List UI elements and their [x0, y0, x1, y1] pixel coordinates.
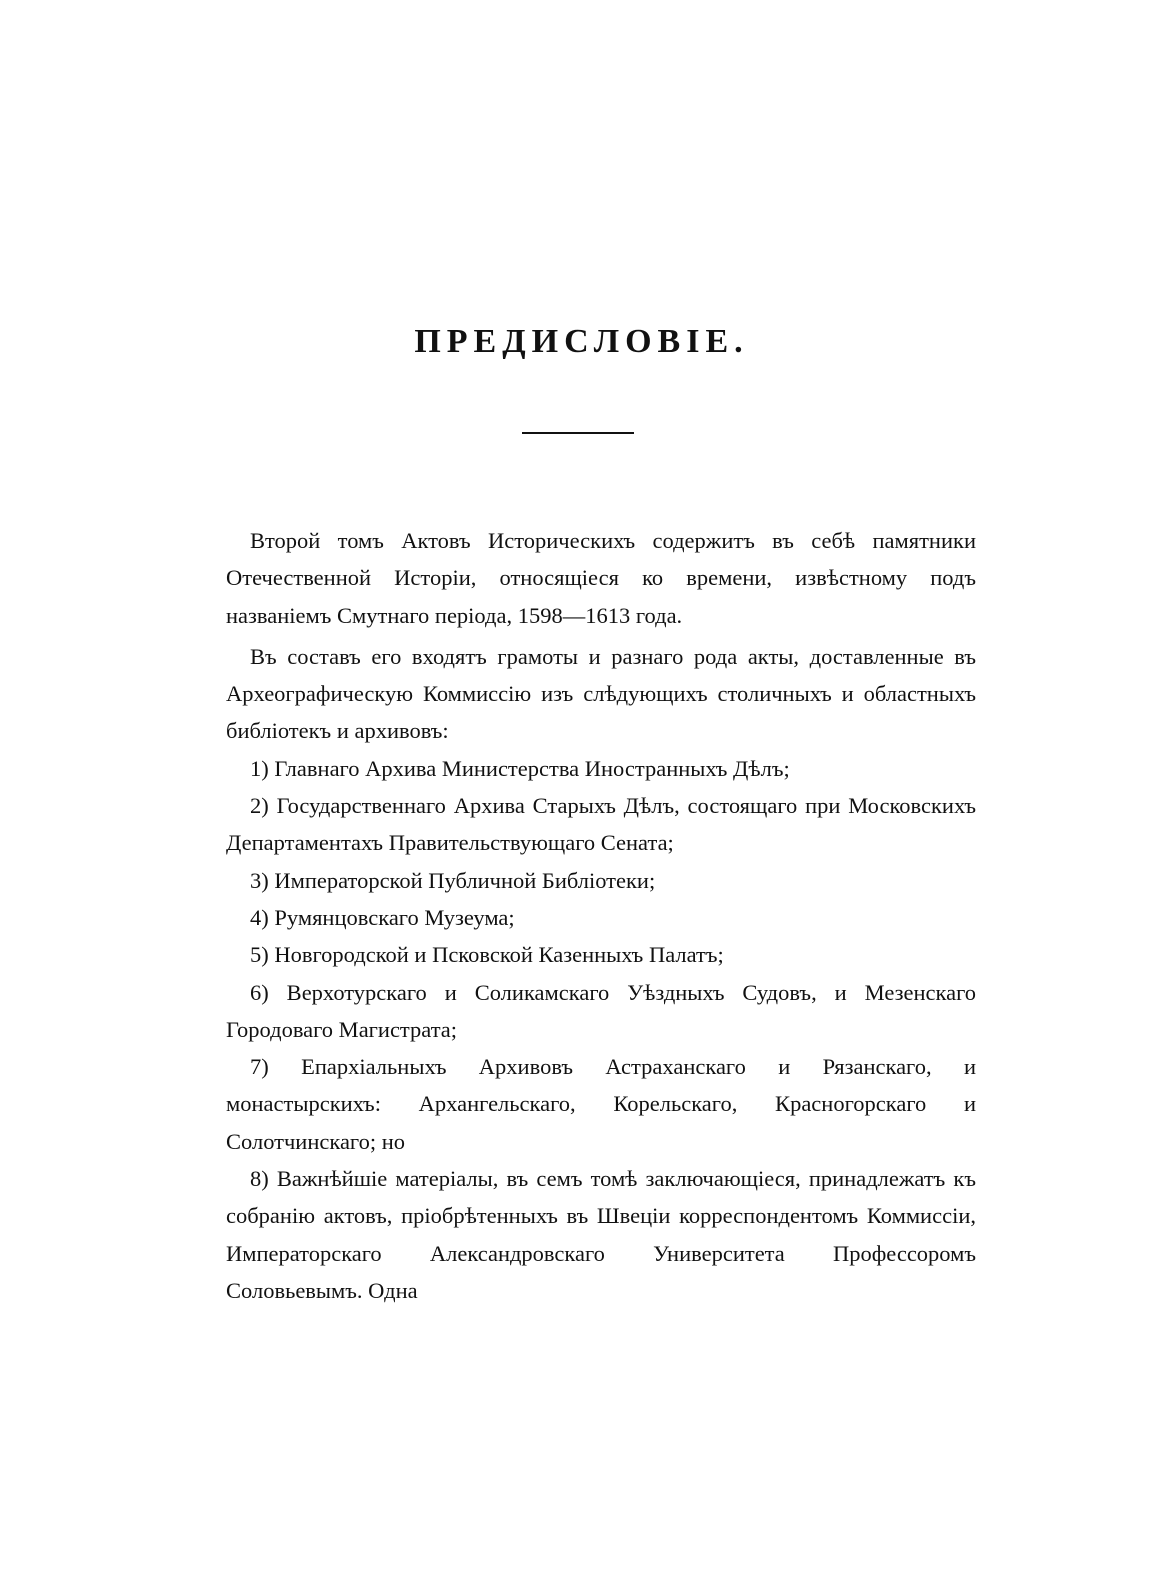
list-item-4: 4) Румянцовскаго Музеума; [250, 904, 515, 930]
list-item-6: 6) Верхотурскаго и Соликамскаго Уѣздныхъ Судовъ, и Мезенскаго Городоваго Магистрата; [226, 979, 976, 1042]
body-text [226, 522, 976, 1309]
page-title: ПРЕДИСЛОВІЕ. [414, 323, 749, 360]
list-item-3: 3) Императорской Публичной Библіотеки; [250, 867, 656, 893]
list-item-8: 8) Важнѣйшіе матеріалы, въ семъ томѣ заключающіеся, принадлежатъ къ собранію актовъ, пріобрѣтенныхъ въ Швеціи корреспондентомъ Коммиссіи, Императорскаго Александровскаго Университета Профессоромъ Соловьевымъ. Одна [226, 1166, 976, 1303]
paragraph-sources: Въ составъ его входятъ грамоты и разнаго рода акты, доставленные въ Археографическую Коммиссію изъ слѣдующихъ столичныхъ и областныхъ библіотекъ и архивовъ: [226, 643, 976, 744]
paragraph-intro: Второй томъ Актовъ Историческихъ содержитъ въ себѣ памятники Отечественной Исторіи, относящіеся ко времени, извѣстному подъ названіемъ Смутнаго періода, 1598—1613 года. [226, 528, 976, 628]
list-item-1: 1) Главнаго Архива Министерства Иностранныхъ Дѣлъ; [250, 755, 790, 781]
list-item-5: 5) Новгородской и Псковской Казенныхъ Палатъ; [250, 942, 724, 968]
title-divider [522, 432, 634, 434]
list-item-2: 2) Государственнаго Архива Старыхъ Дѣлъ, состоящаго при Московскихъ Департаментахъ Правительствующаго Сената; [226, 793, 976, 856]
list-item-7: 7) Епархіальныхъ Архивовъ Астраханскаго и Рязанскаго, и монастырскихъ: Архангельскаго, Корельскаго, Красногорскаго и Солотчинскаго; но [226, 1054, 976, 1154]
